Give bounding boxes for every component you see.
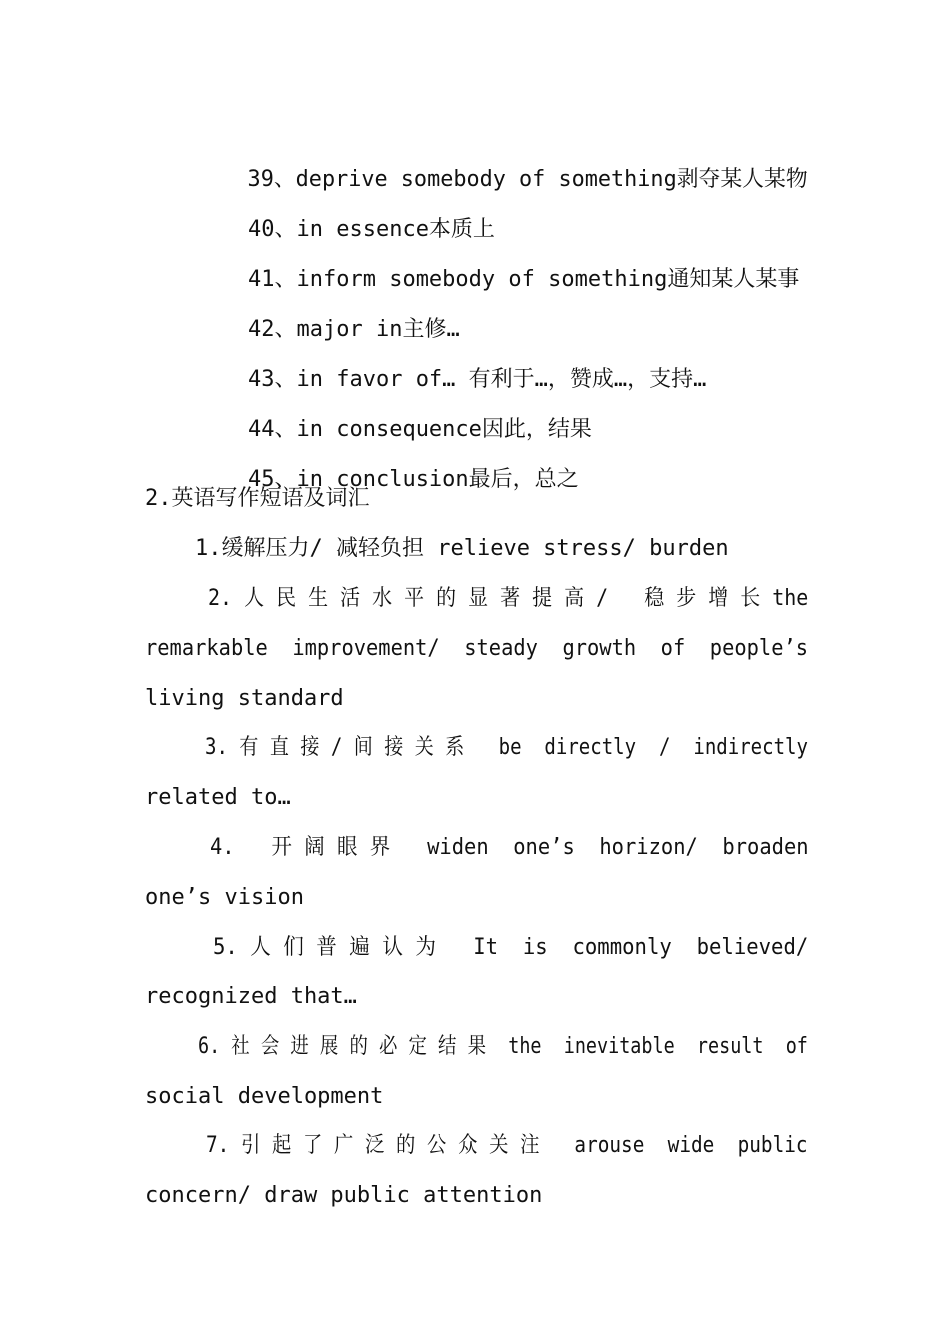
phrase-line: 1.缓解压力/ 减轻负担 relieve stress/ burden: [195, 536, 729, 561]
phrase-line: 4. 开 阔 眼 界 widen one’s horizon/ broaden: [210, 835, 809, 860]
list-item: [195, 285, 460, 342]
phrase-line: living standard: [145, 686, 344, 711]
list-item-text: in conclusion最后，总之: [296, 467, 579, 492]
list-item-text: deprive somebody of something剥夺某人某物: [295, 167, 808, 192]
list-item: [195, 185, 495, 242]
list-item-text: inform somebody of something通知某人某事: [296, 267, 800, 292]
list-item-text: in favor of… 有利于…，赞成…，支持…: [296, 367, 707, 392]
list-item: [195, 335, 707, 392]
list-item-text: 42、: [247, 317, 297, 342]
list-item-text: 40、: [247, 217, 297, 242]
section-heading: 2.英语写作短语及词汇: [145, 486, 370, 511]
phrase-line: 2. 人 民 生 活 水 平 的 显 著 提 高 / 稳 步 增 长 the: [208, 586, 809, 611]
list-item-text: 45、: [247, 467, 297, 492]
list-item-text: in essence本质上: [296, 217, 495, 242]
list-item-text: 39、: [247, 167, 296, 192]
phrase-line: recognized that…: [145, 984, 357, 1009]
phrase-line: social development: [145, 1084, 384, 1109]
list-item: [195, 235, 800, 292]
phrase-line: related to…: [145, 785, 291, 810]
phrase-line: 6. 社 会 进 展 的 必 定 结 果 the inevitable result of: [198, 1034, 808, 1059]
phrase-line: 5. 人 们 普 遍 认 为 It is commonly believed/: [213, 935, 809, 960]
phrase-line: concern/ draw public attention: [145, 1183, 543, 1208]
list-item: [195, 135, 808, 192]
phrase-line: 3. 有 直 接 / 间 接 关 系 be directly / indirectly: [205, 735, 808, 760]
list-item-text: 43、: [247, 367, 297, 392]
list-item-text: major in主修…: [296, 317, 460, 342]
list-item: [195, 385, 592, 442]
list-item: [195, 435, 579, 492]
phrase-line: remarkable improvement/ steady growth of people’s: [145, 636, 809, 661]
list-item-text: 41、: [247, 267, 297, 292]
list-item-text: in consequence因此，结果: [296, 417, 592, 442]
phrase-line: one’s vision: [145, 885, 304, 910]
list-item-text: 44、: [247, 417, 297, 442]
phrase-line: 7. 引 起 了 广 泛 的 公 众 关 注 arouse wide public: [206, 1133, 808, 1158]
